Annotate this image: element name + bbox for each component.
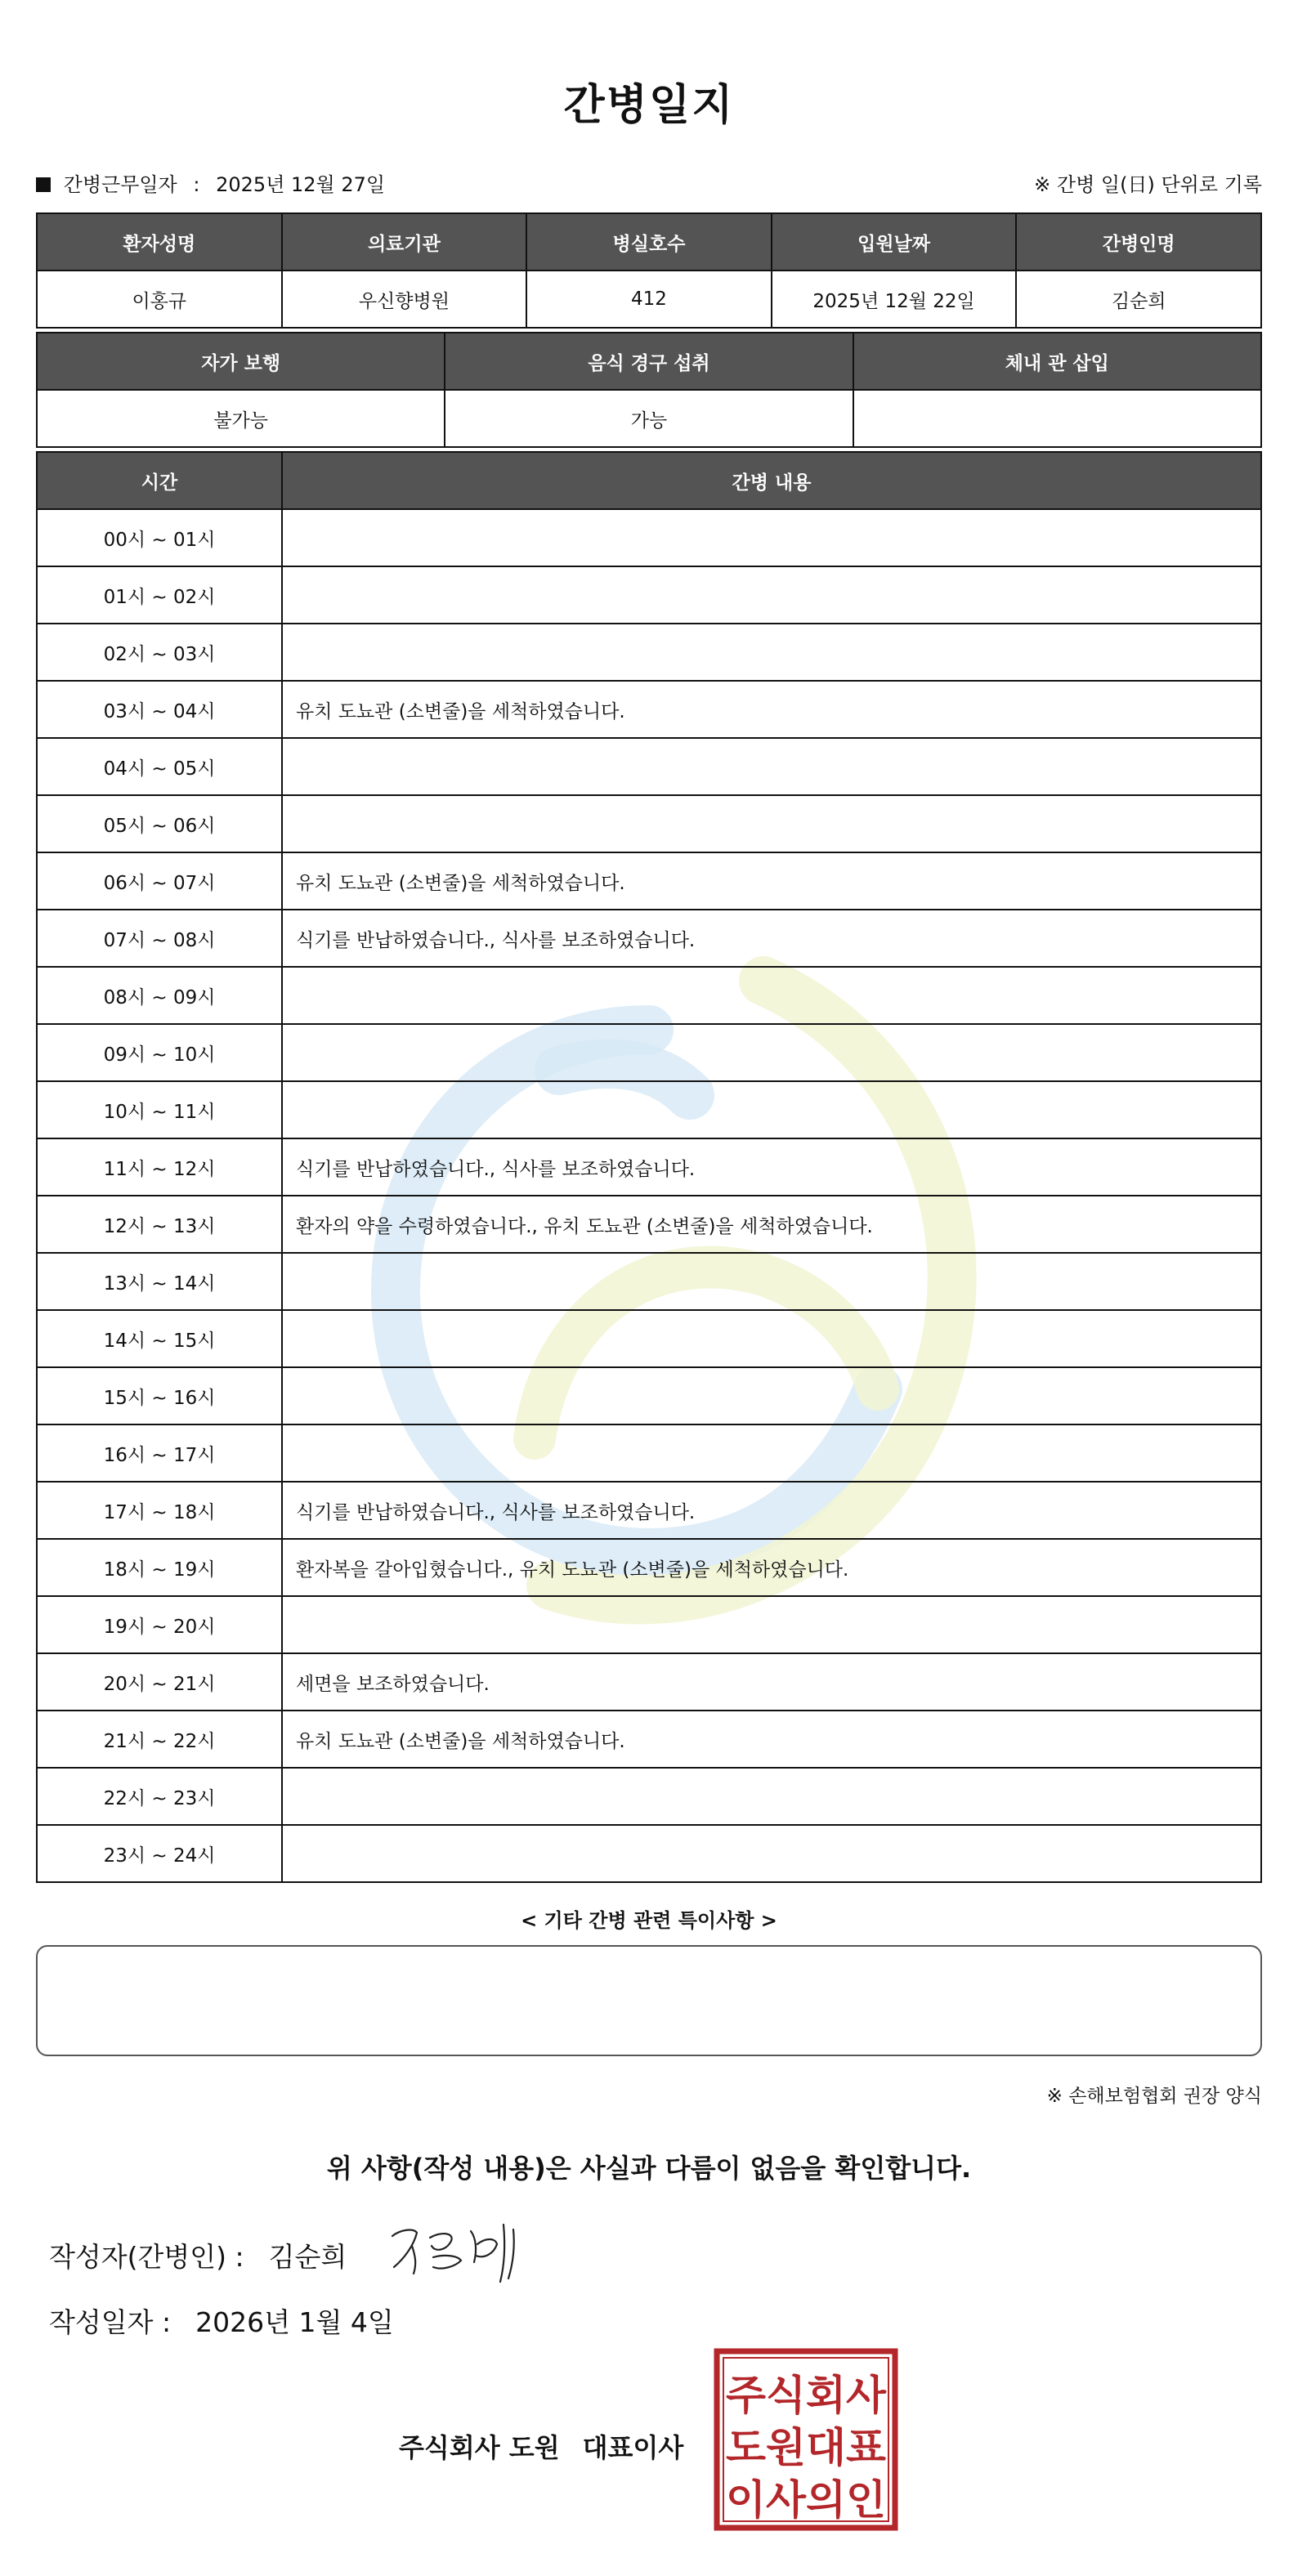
unit-note: ※ 간병 일(日) 단위로 기록 — [1034, 173, 1262, 196]
care-log-time: 17시 ~ 18시 — [37, 1482, 282, 1539]
care-log-time: 07시 ~ 08시 — [37, 910, 282, 967]
care-log-note — [282, 738, 1261, 795]
care-log-note — [282, 1081, 1261, 1138]
care-log-row — [37, 681, 1261, 738]
oral-intake-value: 가능 — [445, 390, 853, 447]
care-log-note: 세면을 보조하였습니다. — [282, 1653, 1261, 1711]
care-log-time: 09시 ~ 10시 — [37, 1024, 282, 1081]
writer-label: 작성자(간병인) : — [49, 2241, 244, 2273]
header-care-content: 간병 내용 — [282, 452, 1261, 509]
patient-status-value-row — [37, 390, 1261, 447]
care-log-note: 유치 도뇨관 (소변줄)을 세척하였습니다. — [282, 852, 1261, 910]
admission-date: 2025년 12월 22일 — [772, 271, 1017, 328]
patient-status-header-row — [37, 333, 1261, 390]
care-log-row — [37, 1138, 1261, 1196]
signature-icon — [376, 2213, 539, 2287]
header-admission-date: 입원날짜 — [772, 213, 1017, 271]
hospital-name: 우신향병원 — [282, 271, 527, 328]
care-log-row — [37, 1367, 1261, 1424]
svg-text:이사의인: 이사의인 — [726, 2476, 886, 2524]
work-date — [36, 168, 385, 197]
care-log-note — [282, 1367, 1261, 1424]
remarks-box — [36, 1945, 1262, 2056]
care-log-header-row — [37, 452, 1261, 509]
care-log-time: 08시 ~ 09시 — [37, 967, 282, 1024]
header-oral-intake: 음식 경구 섭취 — [445, 333, 853, 390]
care-log-time: 16시 ~ 17시 — [37, 1424, 282, 1482]
remarks-title: < 기타 간병 관련 특이사항 > — [521, 1909, 777, 1932]
document-title: 간병일지 — [563, 81, 735, 130]
care-log-note — [282, 967, 1261, 1024]
writing-date-label: 작성일자 : — [49, 2306, 172, 2338]
care-log-row — [37, 1196, 1261, 1253]
patient-info-table — [36, 212, 1262, 329]
square-bullet-icon — [36, 177, 51, 192]
company-seal-icon — [713, 2347, 899, 2532]
care-log-body — [37, 509, 1261, 1882]
work-date-label: 간병근무일자 — [63, 173, 177, 196]
care-log-note — [282, 1024, 1261, 1081]
care-log-note — [282, 509, 1261, 566]
care-log-row — [37, 624, 1261, 681]
meta-row — [36, 168, 1262, 198]
care-log-row — [37, 566, 1261, 624]
care-log-row — [37, 852, 1261, 910]
room-number: 412 — [526, 271, 772, 328]
header-patient-name: 환자성명 — [37, 213, 282, 271]
care-log-note: 식기를 반납하였습니다., 식사를 보조하였습니다. — [282, 910, 1261, 967]
patient-info-header-row — [37, 213, 1261, 271]
care-log-row — [37, 1711, 1261, 1768]
care-log-note: 식기를 반납하였습니다., 식사를 보조하였습니다. — [282, 1138, 1261, 1196]
writer-name: 김순희 — [268, 2241, 347, 2273]
self-walking-value: 불가능 — [37, 390, 445, 447]
care-log-row — [37, 1482, 1261, 1539]
header-caregiver-name: 간병인명 — [1016, 213, 1261, 271]
care-log-note — [282, 1825, 1261, 1882]
care-log-time: 19시 ~ 20시 — [37, 1596, 282, 1653]
care-log-row — [37, 1768, 1261, 1825]
patient-status-table — [36, 332, 1262, 448]
care-log-time: 04시 ~ 05시 — [37, 738, 282, 795]
care-log-row — [37, 509, 1261, 566]
care-log-note — [282, 795, 1261, 852]
header-time: 시간 — [37, 452, 282, 509]
care-log-row — [37, 1596, 1261, 1653]
care-log-time: 12시 ~ 13시 — [37, 1196, 282, 1253]
care-log-note: 유치 도뇨관 (소변줄)을 세척하였습니다. — [282, 681, 1261, 738]
caregiver-name: 김순희 — [1016, 271, 1261, 328]
ceo-title: 대표이사 — [582, 2432, 684, 2463]
care-log-row — [37, 967, 1261, 1024]
writing-date-value: 2026년 1월 4일 — [195, 2306, 394, 2338]
care-log-time: 11시 ~ 12시 — [37, 1138, 282, 1196]
care-log-note — [282, 1596, 1261, 1653]
care-log-note: 환자의 약을 수령하였습니다., 유치 도뇨관 (소변줄)을 세척하였습니다. — [282, 1196, 1261, 1253]
care-log-row — [37, 1825, 1261, 1882]
svg-text:주식회사: 주식회사 — [726, 2372, 887, 2419]
care-log-time: 10시 ~ 11시 — [37, 1081, 282, 1138]
care-log-row — [37, 1024, 1261, 1081]
care-log-note: 환자복을 갈아입혔습니다., 유치 도뇨관 (소변줄)을 세척하였습니다. — [282, 1539, 1261, 1596]
care-log-note — [282, 1768, 1261, 1825]
care-log-note: 식기를 반납하였습니다., 식사를 보조하였습니다. — [282, 1482, 1261, 1539]
care-log-table — [36, 451, 1262, 1883]
care-log-note — [282, 566, 1261, 624]
care-log-time: 15시 ~ 16시 — [37, 1367, 282, 1424]
care-log-note — [282, 624, 1261, 681]
care-log-row — [37, 1424, 1261, 1482]
header-tube-insertion: 체내 관 삽입 — [853, 333, 1261, 390]
recommend-note: ※ 손해보험협회 권장 양식 — [1046, 2086, 1262, 2107]
care-log-time: 02시 ~ 03시 — [37, 624, 282, 681]
header-hospital: 의료기관 — [282, 213, 527, 271]
patient-name: 이홍규 — [37, 271, 282, 328]
confirmation-statement: 위 사항(작성 내용)은 사실과 다름이 없음을 확인합니다. — [326, 2153, 972, 2184]
care-log-time: 22시 ~ 23시 — [37, 1768, 282, 1825]
company-line — [399, 2427, 683, 2465]
care-log-time: 01시 ~ 02시 — [37, 566, 282, 624]
care-log-row — [37, 795, 1261, 852]
care-log-row — [37, 1081, 1261, 1138]
care-log-time: 20시 ~ 21시 — [37, 1653, 282, 1711]
care-log-note — [282, 1310, 1261, 1367]
care-log-time: 06시 ~ 07시 — [37, 852, 282, 910]
care-log-time: 13시 ~ 14시 — [37, 1253, 282, 1310]
writing-date-line — [49, 2301, 394, 2340]
care-log-time: 23시 ~ 24시 — [37, 1825, 282, 1882]
care-log-time: 14시 ~ 15시 — [37, 1310, 282, 1367]
work-date-separator: : — [193, 173, 200, 196]
tube-insertion-value — [853, 390, 1261, 447]
patient-info-value-row — [37, 271, 1261, 328]
care-log-time: 03시 ~ 04시 — [37, 681, 282, 738]
header-room-number: 병실호수 — [526, 213, 772, 271]
care-log-time: 21시 ~ 22시 — [37, 1711, 282, 1768]
care-log-row — [37, 1310, 1261, 1367]
care-log-row — [37, 738, 1261, 795]
svg-text:도원대표: 도원대표 — [726, 2424, 887, 2471]
care-log-time: 05시 ~ 06시 — [37, 795, 282, 852]
care-log-note: 유치 도뇨관 (소변줄)을 세척하였습니다. — [282, 1711, 1261, 1768]
care-log-note — [282, 1424, 1261, 1482]
work-date-value: 2025년 12월 27일 — [216, 173, 386, 196]
header-self-walking: 자가 보행 — [37, 333, 445, 390]
care-log-row — [37, 1539, 1261, 1596]
care-log-row — [37, 1253, 1261, 1310]
care-log-row — [37, 1653, 1261, 1711]
writer-line — [49, 2236, 347, 2274]
care-log-row — [37, 910, 1261, 967]
care-log-time: 18시 ~ 19시 — [37, 1539, 282, 1596]
care-log-time: 00시 ~ 01시 — [37, 509, 282, 566]
company-name: 주식회사 도원 — [399, 2432, 560, 2463]
care-log-note — [282, 1253, 1261, 1310]
